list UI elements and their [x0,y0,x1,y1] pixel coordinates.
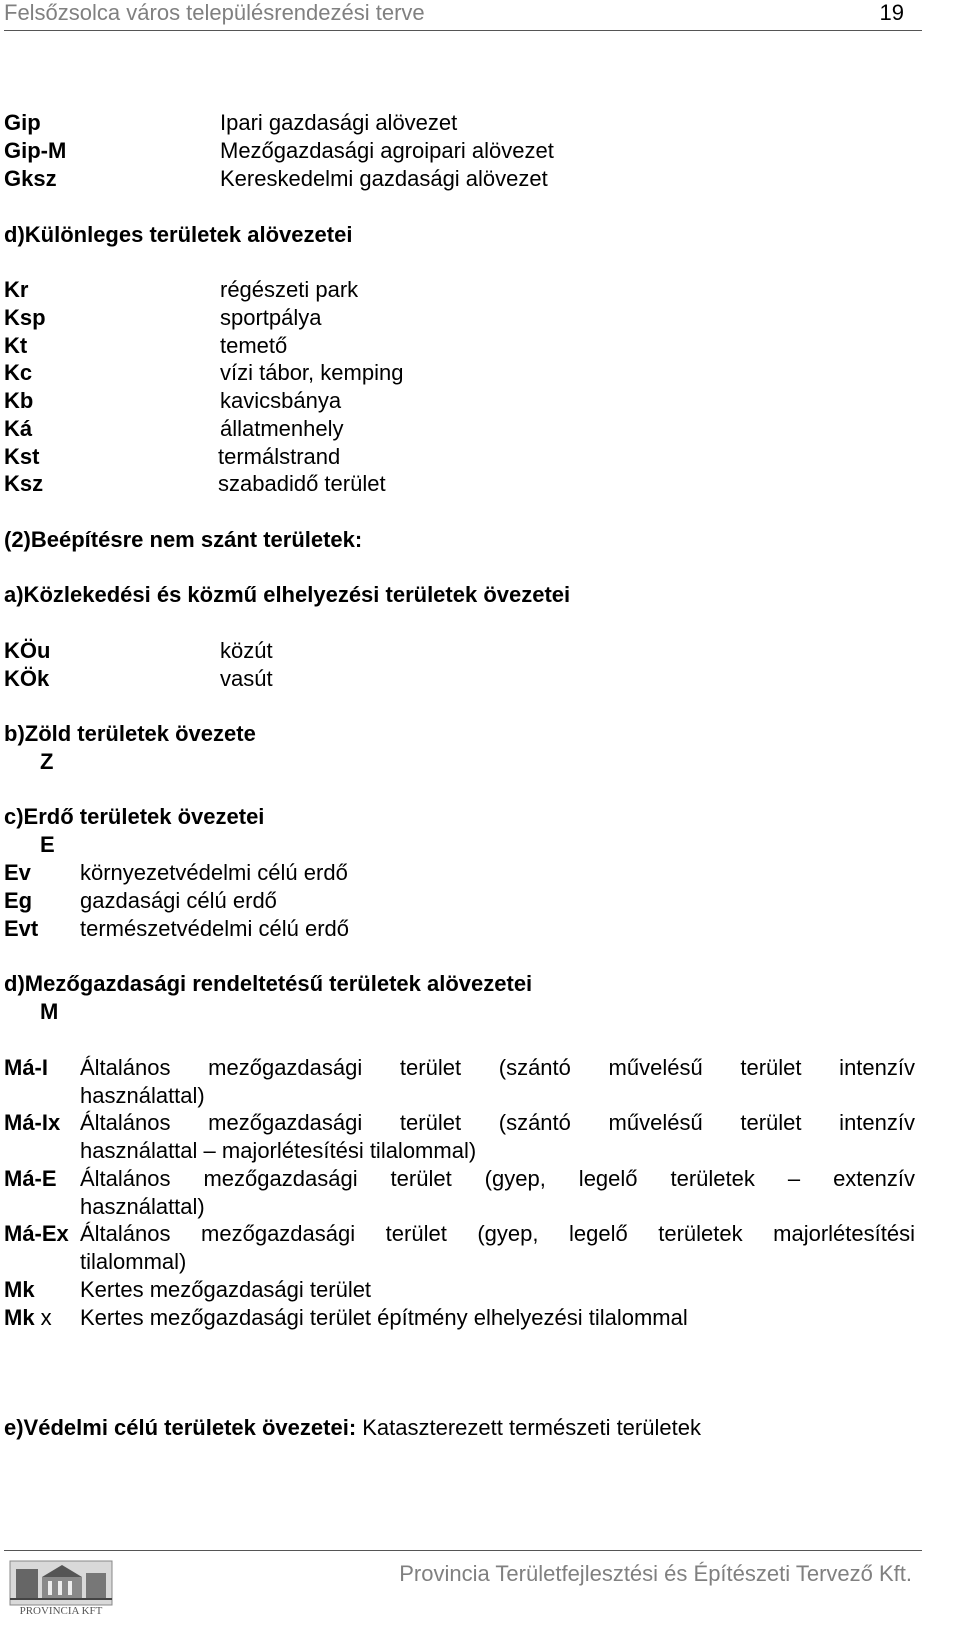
zone-code: Mk [4,1305,35,1330]
zone-label: sportpálya [220,305,322,330]
document-title: Felsőzsolca város településrendezési terve [4,0,425,25]
zone-label: gazdasági célú erdő [80,888,277,913]
zone-code: Ksp [4,305,46,330]
zone-code: KÖk [4,666,50,691]
zone-label: temető [220,333,288,358]
zone-code: Evt [4,916,39,941]
zone-label: közút [220,638,273,663]
zone-label: vasút [220,666,273,691]
zone-code: Kt [4,333,28,358]
protective-zone-line [4,1415,701,1441]
zone-label-continued: használattal) [80,1194,205,1219]
section-heading: d)Különleges területek alövezetei [4,222,353,247]
section-heading: b)Zöld területek övezete [4,721,256,746]
zone-code: Ev [4,860,31,885]
section-heading: e)Védelmi célú területek övezetei: [4,1415,357,1440]
zone-code: Kr [4,277,29,302]
zone-label: állatmenhely [220,416,344,441]
zone-code: KÖu [4,638,51,663]
zone-code: Má-Ix [4,1110,61,1135]
zone-code: Má-E [4,1166,57,1191]
logo-text: PROVINCIA KFT [19,1605,103,1617]
section-heading: c)Erdő területek övezetei [4,804,265,829]
zone-code: Kb [4,388,34,413]
zone-label: Kertes mezőgazdasági terület [80,1277,372,1302]
zone-label: környezetvédelmi célú erdő [80,860,348,885]
zone-label: Mezőgazdasági agroipari alövezet [220,138,554,163]
zone-label: természetvédelmi célú erdő [80,916,350,941]
page-number: 19 [879,0,904,25]
section-heading: d)Mezőgazdasági rendeltetésű területek alövezetei [4,971,533,996]
zone-label-continued: használattal) [80,1083,205,1108]
zone-code: Kst [4,444,40,469]
zone-code: Má-Ex [4,1221,69,1246]
provincia-logo [8,1559,114,1621]
zone-code: M [40,999,59,1024]
zone-label: Általános mezőgazdasági terület (gyep, legelő területek majorlétesítési [80,1221,915,1246]
zone-code: Gksz [4,166,57,191]
protective-zone-text: Kataszterezett természeti területek [356,1415,701,1440]
zone-label: termálstrand [218,444,341,469]
zone-code: Gip [4,110,41,135]
zone-label-continued: tilalommal) [80,1249,187,1274]
zone-label: Általános mezőgazdasági terület (gyep, legelő területek – extenzív [80,1166,915,1191]
page-footer [4,1550,922,1625]
zone-code: E [40,832,55,857]
zone-label-continued: használattal – majorlétesítési tilalommal) [80,1138,477,1163]
zone-code: Kc [4,360,33,385]
zone-code: Z [40,749,54,774]
zone-code: Mk [4,1277,35,1302]
zone-code: Eg [4,888,33,913]
zone-label: vízi tábor, kemping [220,360,404,385]
section-heading: a)Közlekedési és közmű elhelyezési területek övezetei [4,582,571,607]
zone-label: Kertes mezőgazdasági terület építmény elhelyezési tilalommal [80,1305,688,1330]
zone-label: Kereskedelmi gazdasági alövezet [220,166,548,191]
footer-company: Provincia Területfejlesztési és Építészeti Tervező Kft. [399,1561,912,1586]
zone-code: Gip-M [4,138,67,163]
zone-label: Ipari gazdasági alövezet [220,110,458,135]
zone-code: Ká [4,416,33,441]
zone-label: kavicsbánya [220,388,342,413]
zone-code-mkx [4,1305,52,1331]
page-header [4,0,922,31]
zone-label: régészeti park [220,277,359,302]
section-heading: (2)Beépítésre nem szánt területek: [4,527,363,552]
zone-code: Má-I [4,1055,48,1080]
zone-label: Általános mezőgazdasági terület (szántó művelésű terület intenzív [80,1110,915,1135]
zone-label: szabadidő terület [218,471,386,496]
zone-code-suffix: x [34,1305,52,1330]
zone-label: Általános mezőgazdasági terület (szántó művelésű terület intenzív [80,1055,915,1080]
zone-code: Ksz [4,471,44,496]
